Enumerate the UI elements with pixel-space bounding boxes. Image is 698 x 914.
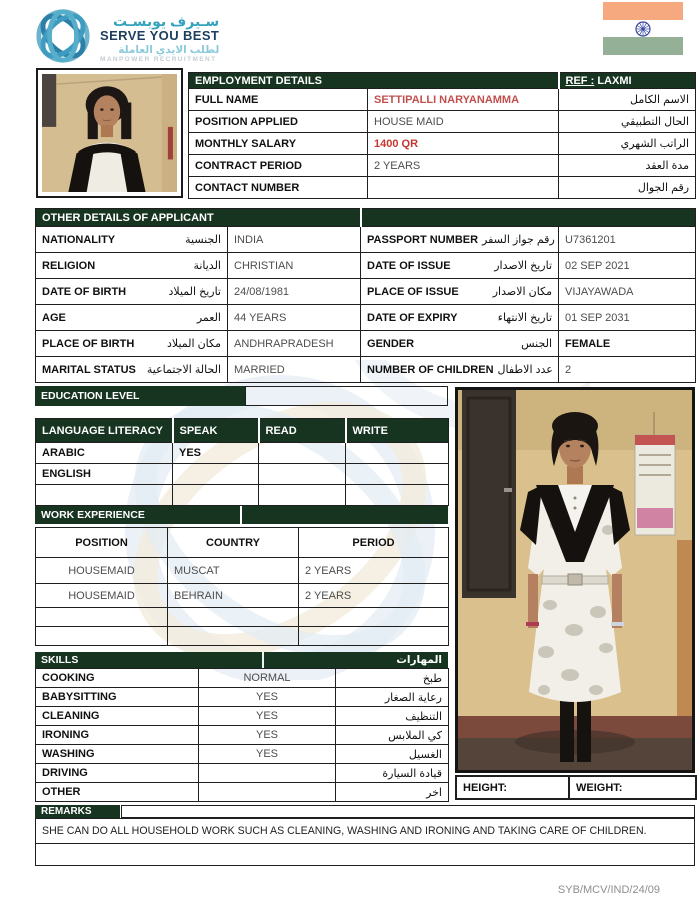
period-cell: 2 YEARS (299, 558, 449, 584)
column-header: SPEAK (173, 419, 259, 443)
field-arabic: الراتب الشهري (559, 133, 696, 155)
skill-label: WASHING (36, 745, 199, 764)
field-label: DATE OF BIRTH تاريخ الميلاد (36, 279, 228, 305)
column-header: COUNTRY (168, 528, 299, 558)
agency-logo (34, 7, 219, 70)
position-cell: HOUSEMAID (36, 584, 168, 608)
position-cell (36, 627, 168, 646)
agency-subtitle: MANPOWER RECRUITMENT (100, 56, 217, 64)
field-label: GENDER الجنس (361, 331, 559, 357)
other-details-title-spacer (361, 209, 696, 227)
work-experience-header: WORK EXPERIENCE (35, 506, 240, 524)
flag-saffron-stripe (603, 2, 683, 20)
remarks-table (35, 818, 695, 866)
field-label: PLACE OF BIRTH مكان الميلاد (36, 331, 228, 357)
agency-arabic-title: سـيرف يوبسـت (113, 13, 220, 30)
weight-label: WEIGHT: (569, 776, 696, 799)
position-cell: HOUSEMAID (36, 558, 168, 584)
work-experience-header-spacer (242, 506, 448, 524)
field-value: 2 (559, 357, 696, 383)
speak-cell (173, 464, 259, 485)
language-cell: ENGLISH (36, 464, 173, 485)
country-cell (168, 608, 299, 627)
flag-white-stripe (603, 20, 683, 37)
skills-header-arabic: المهارات (264, 652, 448, 668)
skill-value: YES (199, 726, 336, 745)
column-header: POSITION (36, 528, 168, 558)
skills-table (35, 668, 449, 802)
field-value: 02 SEP 2021 (559, 253, 696, 279)
write-cell (346, 464, 449, 485)
field-arabic: الاسم الكامل (559, 89, 696, 111)
applicant-full-photo (455, 387, 695, 773)
education-level-value (245, 386, 448, 406)
speak-cell: YES (173, 443, 259, 464)
column-header: WRITE (346, 419, 449, 443)
other-details-table (35, 208, 696, 383)
field-arabic: الحال التطبيقي (559, 111, 696, 133)
remarks-blank-row (36, 844, 695, 866)
period-cell: 2 YEARS (299, 584, 449, 608)
work-experience-table (35, 527, 449, 646)
field-arabic: رقم الجوال (559, 177, 696, 199)
skill-value: YES (199, 707, 336, 726)
field-label: PLACE OF ISSUE مكان الاصدار (361, 279, 559, 305)
skill-value: YES (199, 745, 336, 764)
write-cell (346, 443, 449, 464)
skill-value: NORMAL (199, 669, 336, 688)
field-value: MARRIED (228, 357, 361, 383)
remarks-text: SHE CAN DO ALL HOUSEHOLD WORK SUCH AS CLEANING, WASHING AND IRONING AND TAKING CARE OF CHILDREN. (36, 819, 695, 844)
skill-value (199, 764, 336, 783)
language-cell (36, 485, 173, 506)
skill-arabic: التنظيف (336, 707, 449, 726)
skills-header: SKILLS (35, 652, 262, 668)
skill-label: DRIVING (36, 764, 199, 783)
agency-name: SERVE YOU BEST (100, 28, 220, 44)
skill-arabic: اخر (336, 783, 449, 802)
employment-title: EMPLOYMENT DETAILS (189, 73, 559, 89)
field-value: 1400 QR (368, 133, 559, 155)
column-header: PERIOD (299, 528, 449, 558)
period-cell (299, 627, 449, 646)
field-value: 24/08/1981 (228, 279, 361, 305)
height-label: HEIGHT: (456, 776, 569, 799)
employment-table (188, 72, 696, 199)
field-label: NUMBER OF CHILDREN عدد الاطفال (361, 357, 559, 383)
skill-arabic: كي الملابس (336, 726, 449, 745)
agency-arabic-subtitle: لطلب الايدي العاملة (118, 44, 220, 57)
field-label: RELIGION الديانة (36, 253, 228, 279)
field-value: 01 SEP 2031 (559, 305, 696, 331)
field-value: 44 YEARS (228, 305, 361, 331)
remarks-header-spacer (121, 805, 695, 818)
other-details-title: OTHER DETAILS OF APPLICANT (36, 209, 361, 227)
field-label: CONTRACT PERIOD (189, 155, 368, 177)
field-label: FULL NAME (189, 89, 368, 111)
skill-label: CLEANING (36, 707, 199, 726)
remarks-header: REMARKS (35, 805, 120, 818)
height-weight-table (455, 775, 697, 800)
applicant-headshot-photo (36, 68, 183, 198)
field-label: MARITAL STATUS الحالة الاجتماعية (36, 357, 228, 383)
education-level-header: EDUCATION LEVEL (35, 386, 245, 406)
field-value: 2 YEARS (368, 155, 559, 177)
field-label: CONTACT NUMBER (189, 177, 368, 199)
period-cell (299, 608, 449, 627)
field-label: DATE OF ISSUE تاريخ الاصدار (361, 253, 559, 279)
skill-value: YES (199, 688, 336, 707)
skill-label: OTHER (36, 783, 199, 802)
field-label: PASSPORT NUMBER رقم جواز السفر (361, 227, 559, 253)
document-code: SYB/MCV/IND/24/09 (557, 884, 660, 896)
skill-label: COOKING (36, 669, 199, 688)
ref-cell: REF : LAXMI (559, 73, 696, 89)
read-cell (259, 464, 346, 485)
country-cell (168, 627, 299, 646)
column-header: LANGUAGE LITERACY (36, 419, 173, 443)
read-cell (259, 443, 346, 464)
skill-arabic: طبخ (336, 669, 449, 688)
skill-label: IRONING (36, 726, 199, 745)
field-label: DATE OF EXPIRY تاريخ الانتهاء (361, 305, 559, 331)
column-header: READ (259, 419, 346, 443)
india-flag (603, 2, 683, 55)
field-value: FEMALE (559, 331, 696, 357)
flag-green-stripe (603, 37, 683, 55)
skill-label: BABYSITTING (36, 688, 199, 707)
field-value: INDIA (228, 227, 361, 253)
field-value: U7361201 (559, 227, 696, 253)
skill-value (199, 783, 336, 802)
country-cell: MUSCAT (168, 558, 299, 584)
speak-cell (173, 485, 259, 506)
ashoka-chakra-icon (634, 20, 652, 38)
field-value: CHRISTIAN (228, 253, 361, 279)
position-cell (36, 608, 168, 627)
country-cell: BEHRAIN (168, 584, 299, 608)
field-label: AGE العمر (36, 305, 228, 331)
write-cell (346, 485, 449, 506)
language-cell: ARABIC (36, 443, 173, 464)
skill-arabic: قيادة السيارة (336, 764, 449, 783)
language-literacy-table (35, 418, 449, 506)
field-label: POSITION APPLIED (189, 111, 368, 133)
field-value (368, 177, 559, 199)
read-cell (259, 485, 346, 506)
agency-logo-icon (34, 7, 92, 70)
skill-arabic: الغسيل (336, 745, 449, 764)
field-arabic: مدة العقد (559, 155, 696, 177)
skill-arabic: رعاية الصغار (336, 688, 449, 707)
field-value: VIJAYAWADA (559, 279, 696, 305)
field-value: ANDHRAPRADESH (228, 331, 361, 357)
field-value: HOUSE MAID (368, 111, 559, 133)
field-label: NATIONALITY الجنسية (36, 227, 228, 253)
field-label: MONTHLY SALARY (189, 133, 368, 155)
field-value: SETTIPALLI NARYANAMMA (368, 89, 559, 111)
